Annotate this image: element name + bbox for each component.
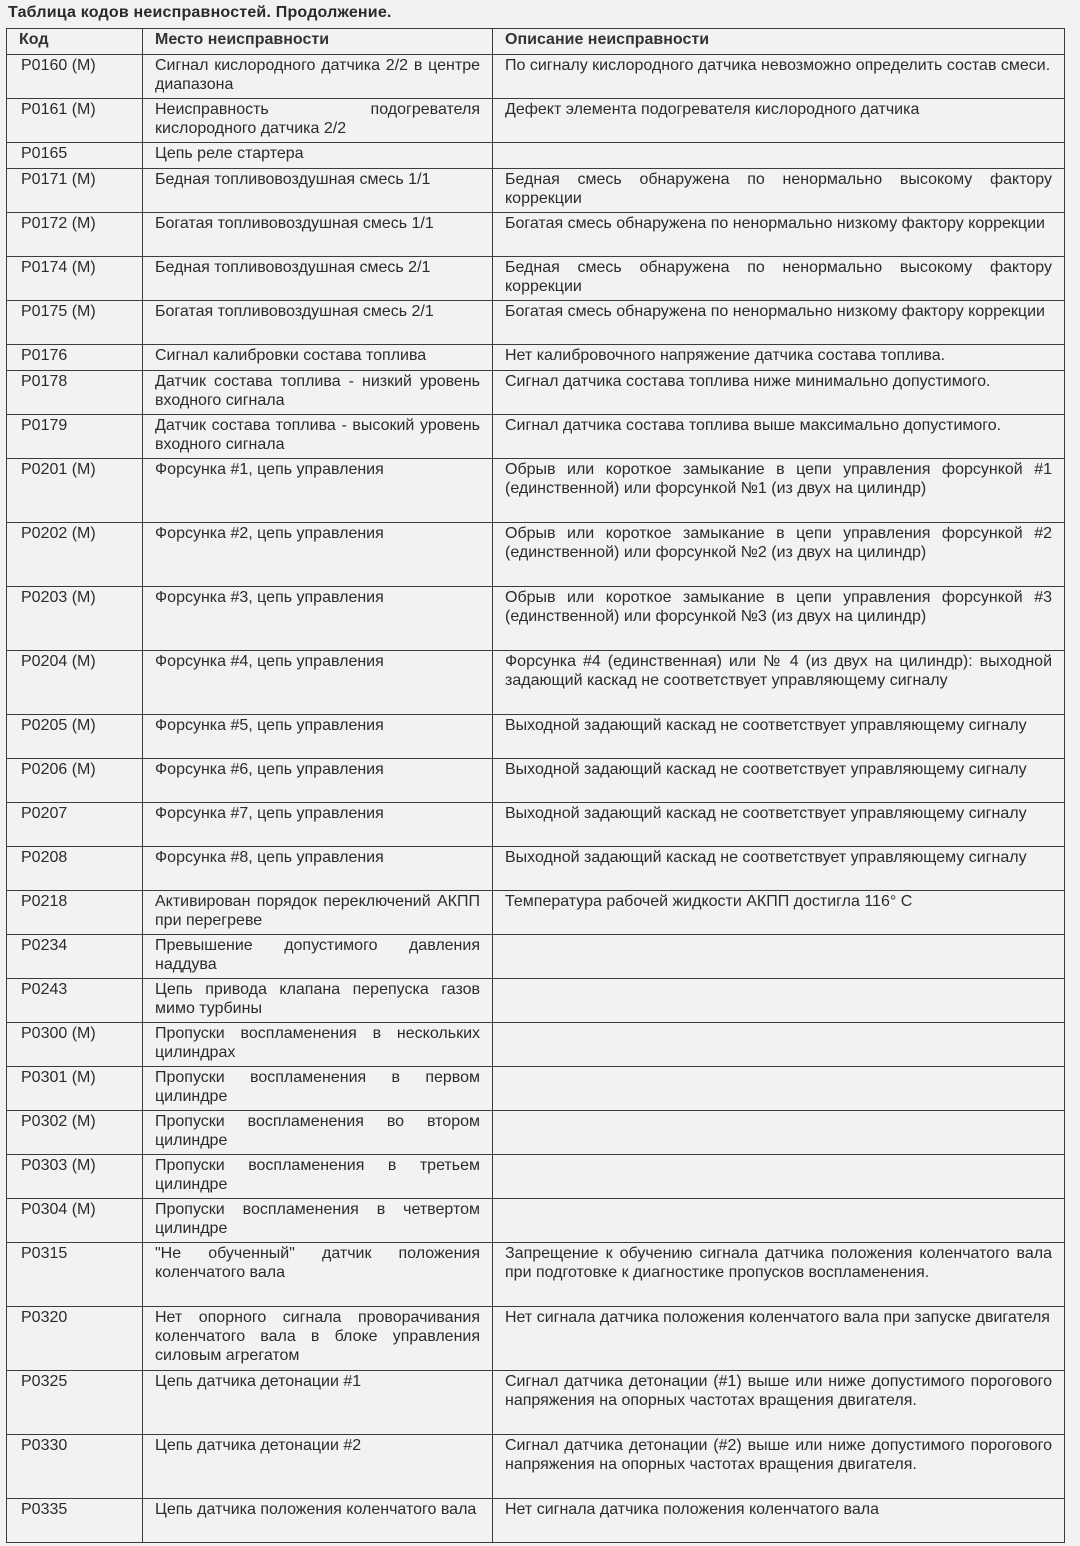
table-row	[7, 99, 1065, 143]
code-cell: P0171 (M)	[7, 169, 143, 213]
code-cell: P0304 (M)	[7, 1199, 143, 1243]
description-cell	[493, 1067, 1065, 1111]
table-row	[7, 1111, 1065, 1155]
page-title: Таблица кодов неисправностей. Продолжение.	[8, 4, 392, 21]
description-cell	[493, 1023, 1065, 1067]
description-cell: Нет сигнала датчика положения коленчатого вала	[493, 1499, 1065, 1543]
place-cell: Неисправность подогревателя кислородного датчика 2/2	[143, 99, 493, 143]
description-cell: По сигналу кислородного датчика невозможно определить состав смеси.	[493, 55, 1065, 99]
fault-codes-table	[6, 28, 1065, 1543]
code-cell: P0179	[7, 415, 143, 459]
place-cell: Форсунка #4, цепь управления	[143, 651, 493, 715]
place-cell: Форсунка #7, цепь управления	[143, 803, 493, 847]
code-cell: P0207	[7, 803, 143, 847]
description-cell: Сигнал датчика детонации (#1) выше или ниже допустимого порогового напряжения на опорных частотах вращения двигателя.	[493, 1371, 1065, 1435]
table-row	[7, 587, 1065, 651]
place-cell: "Не обученный" датчик положения коленчатого вала	[143, 1243, 493, 1307]
description-cell: Сигнал датчика состава топлива ниже минимально допустимого.	[493, 371, 1065, 415]
code-cell: P0320	[7, 1307, 143, 1371]
code-cell: P0206 (M)	[7, 759, 143, 803]
table-row	[7, 1155, 1065, 1199]
place-cell: Бедная топливовоздушная смесь 1/1	[143, 169, 493, 213]
code-cell: P0315	[7, 1243, 143, 1307]
description-cell: Обрыв или короткое замыкание в цепи управления форсункой #3 (единственной) или форсункой №3 (из двух на цилиндр)	[493, 587, 1065, 651]
code-cell: P0234	[7, 935, 143, 979]
description-cell: Бедная смесь обнаружена по ненормально высокому фактору коррекции	[493, 257, 1065, 301]
description-cell: Богатая смесь обнаружена по ненормально низкому фактору коррекции	[493, 301, 1065, 345]
table-row	[7, 169, 1065, 213]
table-row	[7, 257, 1065, 301]
code-cell: P0161 (M)	[7, 99, 143, 143]
description-cell: Сигнал датчика состава топлива выше максимально допустимого.	[493, 415, 1065, 459]
description-cell: Форсунка #4 (единственная) или № 4 (из двух на цилиндр): выходной задающий каскад не соответствует управляющему сигналу	[493, 651, 1065, 715]
code-cell: P0301 (M)	[7, 1067, 143, 1111]
code-cell: P0174 (M)	[7, 257, 143, 301]
description-cell: Выходной задающий каскад не соответствует управляющему сигналу	[493, 715, 1065, 759]
code-cell: P0160 (M)	[7, 55, 143, 99]
header-code: Код	[7, 29, 143, 55]
description-cell	[493, 979, 1065, 1023]
description-cell	[493, 1111, 1065, 1155]
table-row	[7, 1023, 1065, 1067]
place-cell: Цепь датчика положения коленчатого вала	[143, 1499, 493, 1543]
code-cell: P0302 (M)	[7, 1111, 143, 1155]
table-row	[7, 143, 1065, 169]
table-row	[7, 1067, 1065, 1111]
table-row	[7, 1435, 1065, 1499]
code-cell: P0203 (M)	[7, 587, 143, 651]
place-cell: Нет опорного сигнала проворачивания коленчатого вала в блоке управления силовым агрегатом	[143, 1307, 493, 1371]
description-cell	[493, 1155, 1065, 1199]
description-cell: Бедная смесь обнаружена по ненормально высокому фактору коррекции	[493, 169, 1065, 213]
place-cell: Сигнал кислородного датчика 2/2 в центре диапазона	[143, 55, 493, 99]
table-row	[7, 1307, 1065, 1371]
table-row	[7, 759, 1065, 803]
description-cell: Обрыв или короткое замыкание в цепи управления форсункой #2 (единственной) или форсункой №2 (из двух на цилиндр)	[493, 523, 1065, 587]
table-row	[7, 415, 1065, 459]
header-description: Описание неисправности	[493, 29, 1065, 55]
code-cell: P0300 (M)	[7, 1023, 143, 1067]
table-body	[7, 55, 1065, 1543]
place-cell: Форсунка #1, цепь управления	[143, 459, 493, 523]
table-row	[7, 55, 1065, 99]
code-cell: P0243	[7, 979, 143, 1023]
table-row	[7, 803, 1065, 847]
code-cell: P0205 (M)	[7, 715, 143, 759]
code-cell: P0330	[7, 1435, 143, 1499]
description-cell: Температура рабочей жидкости АКПП достигла 116° С	[493, 891, 1065, 935]
table-row	[7, 523, 1065, 587]
place-cell: Форсунка #8, цепь управления	[143, 847, 493, 891]
code-cell: P0178	[7, 371, 143, 415]
place-cell: Богатая топливовоздушная смесь 2/1	[143, 301, 493, 345]
place-cell: Цепь датчика детонации #2	[143, 1435, 493, 1499]
description-cell: Обрыв или короткое замыкание в цепи управления форсункой #1 (единственной) или форсункой №1 (из двух на цилиндр)	[493, 459, 1065, 523]
code-cell: P0175 (M)	[7, 301, 143, 345]
code-cell: P0176	[7, 345, 143, 371]
code-cell: P0218	[7, 891, 143, 935]
code-cell: P0201 (M)	[7, 459, 143, 523]
description-cell: Богатая смесь обнаружена по ненормально низкому фактору коррекции	[493, 213, 1065, 257]
place-cell: Форсунка #3, цепь управления	[143, 587, 493, 651]
place-cell: Датчик состава топлива - высокий уровень входного сигнала	[143, 415, 493, 459]
place-cell: Форсунка #5, цепь управления	[143, 715, 493, 759]
description-cell: Нет калибровочного напряжение датчика состава топлива.	[493, 345, 1065, 371]
description-cell: Выходной задающий каскад не соответствует управляющему сигналу	[493, 847, 1065, 891]
place-cell: Пропуски воспламенения во втором цилиндре	[143, 1111, 493, 1155]
place-cell: Цепь датчика детонации #1	[143, 1371, 493, 1435]
table-row	[7, 1371, 1065, 1435]
description-cell: Выходной задающий каскад не соответствует управляющему сигналу	[493, 803, 1065, 847]
place-cell: Датчик состава топлива - низкий уровень входного сигнала	[143, 371, 493, 415]
description-cell: Запрещение к обучению сигнала датчика положения коленчатого вала при подготовке к диагностике пропусков воспламенения.	[493, 1243, 1065, 1307]
code-cell: P0165	[7, 143, 143, 169]
header-place: Место неисправности	[143, 29, 493, 55]
description-cell	[493, 143, 1065, 169]
code-cell: P0204 (M)	[7, 651, 143, 715]
table-row	[7, 1499, 1065, 1543]
place-cell: Превышение допустимого давления наддува	[143, 935, 493, 979]
code-cell: P0172 (M)	[7, 213, 143, 257]
table-row	[7, 935, 1065, 979]
description-cell: Сигнал датчика детонации (#2) выше или ниже допустимого порогового напряжения на опорных частотах вращения двигателя.	[493, 1435, 1065, 1499]
description-cell: Выходной задающий каскад не соответствует управляющему сигналу	[493, 759, 1065, 803]
table-row	[7, 651, 1065, 715]
code-cell: P0303 (M)	[7, 1155, 143, 1199]
description-cell: Нет сигнала датчика положения коленчатого вала при запуске двигателя	[493, 1307, 1065, 1371]
table-row	[7, 345, 1065, 371]
place-cell: Пропуски воспламенения в четвертом цилиндре	[143, 1199, 493, 1243]
table-row	[7, 847, 1065, 891]
place-cell: Цепь реле стартера	[143, 143, 493, 169]
code-cell: P0202 (M)	[7, 523, 143, 587]
table-row	[7, 301, 1065, 345]
table-row	[7, 459, 1065, 523]
description-cell	[493, 935, 1065, 979]
table-row	[7, 1199, 1065, 1243]
code-cell: P0208	[7, 847, 143, 891]
place-cell: Форсунка #2, цепь управления	[143, 523, 493, 587]
table-row	[7, 1243, 1065, 1307]
description-cell: Дефект элемента подогревателя кислородного датчика	[493, 99, 1065, 143]
place-cell: Активирован порядок переключений АКПП при перегреве	[143, 891, 493, 935]
table-row	[7, 715, 1065, 759]
code-cell: P0335	[7, 1499, 143, 1543]
place-cell: Богатая топливовоздушная смесь 1/1	[143, 213, 493, 257]
table-row	[7, 213, 1065, 257]
place-cell: Цепь привода клапана перепуска газов мимо турбины	[143, 979, 493, 1023]
place-cell: Пропуски воспламенения в третьем цилиндре	[143, 1155, 493, 1199]
description-cell	[493, 1199, 1065, 1243]
place-cell: Форсунка #6, цепь управления	[143, 759, 493, 803]
table-row	[7, 371, 1065, 415]
table-row	[7, 979, 1065, 1023]
place-cell: Сигнал калибровки состава топлива	[143, 345, 493, 371]
place-cell: Пропуски воспламенения в нескольких цилиндрах	[143, 1023, 493, 1067]
code-cell: P0325	[7, 1371, 143, 1435]
place-cell: Бедная топливовоздушная смесь 2/1	[143, 257, 493, 301]
table-row	[7, 891, 1065, 935]
table-header-row	[7, 29, 1065, 55]
place-cell: Пропуски воспламенения в первом цилиндре	[143, 1067, 493, 1111]
